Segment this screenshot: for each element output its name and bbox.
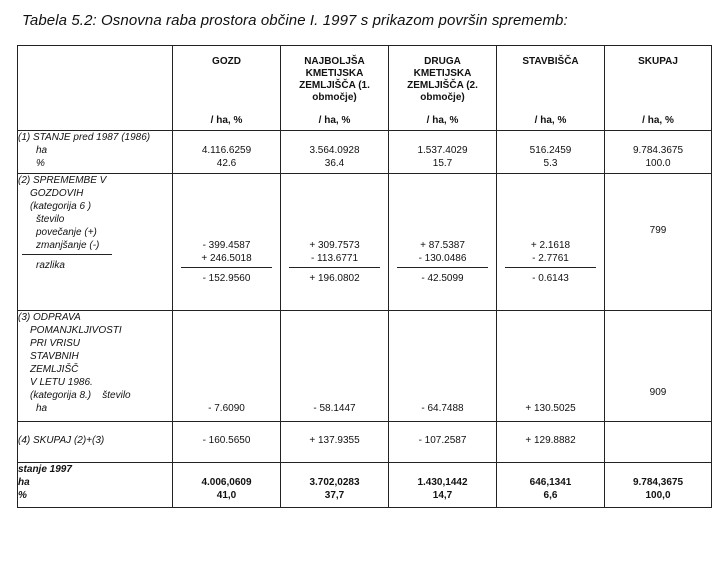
stanje1997-skupaj	[605, 463, 712, 508]
cell-text: NAJBOLJŠA KMETIJSKA ZEMLJIŠČA (1. območje)	[299, 56, 370, 103]
cell-text: 3.702,0283	[309, 477, 360, 488]
cell-text: - 0.6143	[532, 273, 569, 284]
sum-divider	[397, 267, 488, 268]
cell-text: DRUGA KMETIJSKA ZEMLJIŠČA (2. območje)	[407, 56, 478, 103]
stanje-stavbisca	[497, 131, 605, 174]
stanje1997-gozd	[173, 463, 281, 508]
cell-text: 516.2459	[529, 145, 572, 156]
skupaj-label-cell	[18, 422, 173, 463]
cell-text: 4.116.6259	[201, 145, 252, 156]
cell-text: ZEMLJIŠČ	[30, 364, 79, 375]
skupaj-druga	[389, 422, 497, 463]
cell-text: STAVBIŠČA	[522, 56, 579, 67]
cell-text: / ha, %	[318, 115, 351, 126]
cell-text: - 2.7761	[532, 253, 569, 264]
cell-text: razlika	[36, 260, 65, 271]
cell-text: 3.564.0928	[309, 145, 360, 156]
spremembe-najboljsa	[281, 174, 389, 311]
cell-text: + 246.5018	[201, 253, 252, 264]
cell-text: stanje 1997	[18, 464, 72, 475]
cell-text: zmanjšanje (-)	[36, 240, 100, 251]
stanje-row	[18, 131, 712, 174]
cell-text: + 309.7573	[309, 240, 360, 251]
cell-text: 42.6	[216, 158, 237, 169]
cell-text: (2) SPREMEMBE V	[18, 175, 107, 186]
stanje-gozd	[173, 131, 281, 174]
cell-text: 909	[649, 387, 667, 398]
cell-text: + 130.5025	[525, 403, 576, 414]
cell-text: - 42.5099	[421, 273, 464, 284]
table-title: Tabela 5.2: Osnovna raba prostora občine I. 1997 s prikazom površin sprememb:	[22, 12, 568, 29]
header-stavbisca	[497, 46, 605, 131]
spremembe-druga	[389, 174, 497, 311]
cell-text: / ha, %	[534, 115, 567, 126]
stanje1997-najboljsa	[281, 463, 389, 508]
odprava-najboljsa	[281, 311, 389, 422]
stanje1997-label-cell	[18, 463, 173, 508]
cell-text: ha	[36, 145, 48, 156]
cell-text: - 64.7488	[421, 403, 464, 414]
sum-divider	[289, 267, 380, 268]
cell-text: - 107.2587	[418, 435, 467, 446]
cell-text: %	[18, 490, 27, 501]
skupaj-najboljsa	[281, 422, 389, 463]
sum-divider	[505, 267, 596, 268]
label-divider	[22, 254, 112, 255]
cell-text: 9.784.3675	[632, 145, 684, 156]
cell-text: / ha, %	[642, 115, 674, 126]
stanje1997-druga	[389, 463, 497, 508]
land-use-table	[17, 45, 712, 508]
cell-text: 1.537.4029	[417, 145, 468, 156]
cell-text: - 58.1447	[313, 403, 356, 414]
cell-text: (1) STANJE pred 1987 (1986)	[18, 132, 151, 143]
spremembe-label-cell	[18, 174, 173, 311]
cell-text: - 160.5650	[202, 435, 251, 446]
cell-text: število	[36, 214, 65, 225]
spremembe-gozd	[173, 174, 281, 311]
stanje1997-stavbisca	[497, 463, 605, 508]
cell-text: - 113.6771	[310, 253, 359, 264]
header-najboljsa	[281, 46, 389, 131]
cell-text: / ha, %	[426, 115, 459, 126]
cell-text: - 152.9560	[202, 273, 251, 284]
cell-text: 646,1341	[529, 477, 572, 488]
header-skupaj	[605, 46, 712, 131]
header-empty-cell	[18, 46, 173, 131]
cell-text: GOZD	[212, 56, 241, 67]
cell-text: 6,6	[543, 490, 558, 501]
cell-text: 1.430,1442	[417, 477, 468, 488]
cell-text: + 87.5387	[420, 240, 465, 251]
spremembe-stavbisca	[497, 174, 605, 311]
cell-text: 41,0	[216, 490, 237, 501]
odprava-label-cell	[18, 311, 173, 422]
cell-text: SKUPAJ	[638, 56, 678, 67]
stanje-label-cell	[18, 131, 173, 174]
cell-text: / ha, %	[210, 115, 243, 126]
header-row	[18, 46, 712, 131]
cell-text: + 129.8882	[525, 435, 576, 446]
spremembe-row	[18, 174, 712, 311]
cell-text: 37,7	[324, 490, 345, 501]
cell-text: 15.7	[432, 158, 453, 169]
skupaj-stavbisca	[497, 422, 605, 463]
cell-text: - 130.0486	[418, 253, 467, 264]
cell-text: - 399.4587	[202, 240, 251, 251]
cell-text: 100,0	[645, 490, 671, 501]
cell-text: 799	[649, 225, 667, 236]
cell-text: ha	[36, 403, 48, 414]
cell-text: ha	[18, 477, 30, 488]
skupaj-gozd	[173, 422, 281, 463]
cell-text: STAVBNIH	[30, 351, 79, 362]
odprava-druga	[389, 311, 497, 422]
skupaj-skupaj	[605, 422, 712, 463]
cell-text: - 7.6090	[208, 403, 245, 414]
cell-text: + 137.9355	[309, 435, 360, 446]
cell-text: V LETU 1986.	[30, 377, 93, 388]
stanje-najboljsa	[281, 131, 389, 174]
stanje-druga	[389, 131, 497, 174]
cell-text: (kategorija 6 )	[30, 201, 92, 212]
odprava-row	[18, 311, 712, 422]
skupaj-row	[18, 422, 712, 463]
cell-text: 100.0	[645, 158, 671, 169]
sum-divider	[181, 267, 272, 268]
stanje-skupaj	[605, 131, 712, 174]
cell-text: (4) SKUPAJ (2)+(3)	[18, 435, 105, 446]
odprava-gozd	[173, 311, 281, 422]
stanje1997-row	[18, 463, 712, 508]
cell-text: %	[36, 158, 45, 169]
cell-text: 4.006,0609	[201, 477, 252, 488]
cell-text: GOZDOVIH	[30, 188, 84, 199]
header-gozd	[173, 46, 281, 131]
cell-text: 14,7	[432, 490, 453, 501]
odprava-stavbisca	[497, 311, 605, 422]
header-druga	[389, 46, 497, 131]
cell-text: povečanje (+)	[36, 227, 97, 238]
cell-text: POMANJKLJIVOSTI	[30, 325, 122, 336]
cell-text: + 196.0802	[309, 273, 360, 284]
cell-text: 5.3	[543, 158, 558, 169]
cell-text: število	[102, 390, 131, 401]
spremembe-skupaj	[605, 174, 712, 311]
cell-text: + 2.1618	[530, 240, 571, 251]
cell-text: PRI VRISU	[30, 338, 81, 349]
odprava-skupaj	[605, 311, 712, 422]
cell-text: 9.784,3675	[632, 477, 684, 488]
cell-text: 36.4	[324, 158, 345, 169]
cell-text: (kategorija 8.)	[30, 390, 92, 401]
cell-text: (3) ODPRAVA	[18, 312, 81, 323]
